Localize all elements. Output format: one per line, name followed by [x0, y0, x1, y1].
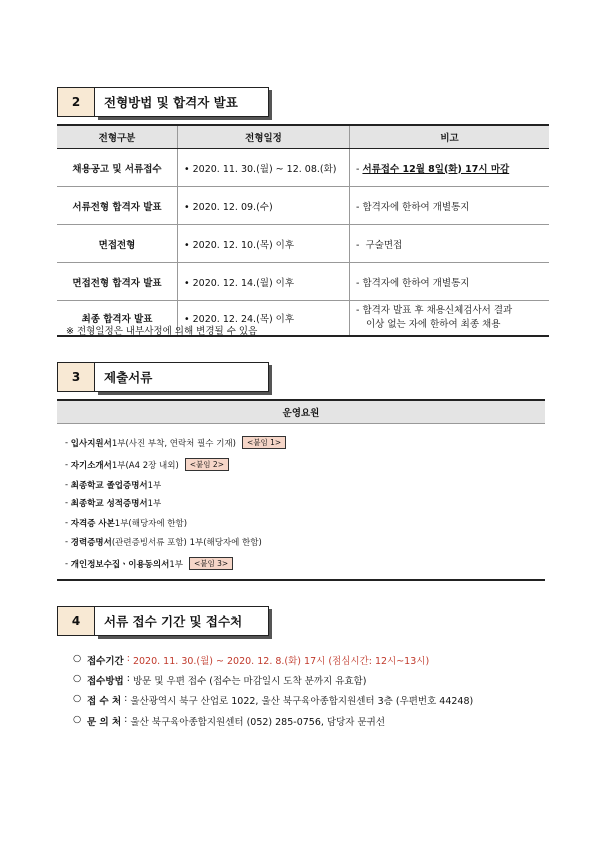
list-item: [65, 557, 233, 570]
document-name: 자기소개서: [70, 460, 112, 471]
attachment-tag: <붙임 1>: [242, 436, 286, 449]
item-value: 울산광역시 북구 산업로 1022, 울산 북구육아종합지원센터 3층 (우편번호 44248): [130, 696, 474, 707]
list-item: [73, 693, 473, 707]
document-name: 최종학교 성적증명서: [70, 499, 148, 509]
list-item: [65, 458, 229, 471]
list-item: [65, 517, 187, 529]
schedule-cell: • 2020. 12. 10.(목) 이후: [178, 225, 350, 263]
section-number: 3: [57, 362, 95, 392]
document-name: 입사지원서: [70, 438, 112, 449]
table-row: [57, 225, 549, 263]
stage-cell: 면접전형: [57, 225, 178, 263]
note-text: 합격자에 한하여 개별통지: [362, 277, 470, 289]
attachment-tag: <붙임 3>: [189, 557, 233, 570]
document-name: 개인정보수집ㆍ이용동의서: [70, 559, 170, 570]
list-item: [73, 673, 366, 687]
stage-cell: 채용공고 및 서류접수: [57, 149, 178, 187]
list-item: [73, 714, 385, 728]
section-2-header: [57, 87, 269, 117]
documents-box-header: 운영요원: [57, 401, 545, 424]
item-value: 2020. 11. 30.(월) ~ 2020. 12. 8.(화) 17시 (점심시간: 12시~13시): [132, 656, 430, 667]
list-item: [65, 536, 262, 548]
section-title: 전형방법 및 합격자 발표: [95, 87, 269, 117]
item-dash: -: [65, 437, 71, 448]
note-cell: [350, 225, 550, 263]
item-separator: :: [121, 714, 131, 725]
stage-cell: 면접전형 합격자 발표: [57, 263, 178, 301]
item-label: 접 수 처: [87, 696, 122, 707]
document-detail: 1부(해당자에 한함): [114, 519, 188, 529]
list-item: [65, 479, 161, 491]
table-header-row: [57, 125, 549, 149]
item-separator: :: [121, 693, 131, 704]
item-label: 접수기간: [87, 656, 124, 667]
circle-bullet-icon: ○: [73, 653, 82, 664]
section-title: 서류 접수 기간 및 접수처: [95, 606, 269, 636]
item-separator: :: [123, 673, 133, 684]
note-cell: [350, 149, 550, 187]
circle-bullet-icon: ○: [73, 693, 82, 704]
table-row: [57, 187, 549, 225]
note-prefix: -: [356, 163, 363, 175]
document-detail: 1부: [147, 499, 162, 509]
item-label: 접수방법: [87, 676, 124, 687]
table-row: [57, 263, 549, 301]
note-prefix: -: [356, 239, 366, 251]
item-label: 문 의 처: [87, 717, 122, 728]
attachment-tag: <붙임 2>: [185, 458, 229, 471]
item-separator: :: [123, 653, 133, 664]
item-dash: -: [65, 518, 71, 528]
item-dash: -: [65, 558, 71, 569]
document-detail: 1부: [147, 481, 162, 491]
table-row: [57, 149, 549, 187]
item-value: 울산 북구육아종합지원센터 (052) 285-0756, 담당자 문귀선: [130, 717, 385, 728]
circle-bullet-icon: ○: [73, 673, 82, 684]
note-prefix: -: [356, 305, 363, 316]
note-prefix: -: [356, 277, 363, 289]
document-detail: (관련증빙서류 포함) 1부(해당자에 한함): [111, 538, 262, 548]
circle-bullet-icon: ○: [73, 714, 82, 725]
note-cell: [350, 263, 550, 301]
document-detail: 1부(A4 2장 내외): [111, 460, 179, 471]
section-number: 2: [57, 87, 95, 117]
document-detail: 1부(사진 부착, 연락처 필수 기재): [111, 438, 236, 449]
schedule-cell: • 2020. 12. 09.(수): [178, 187, 350, 225]
column-header: 비고: [350, 125, 550, 149]
document-detail: 1부: [169, 559, 183, 570]
schedule-table: [57, 124, 549, 337]
item-value: 방문 및 우편 접수 (접수는 마감일시 도착 분까지 유효함): [132, 676, 367, 687]
deadline-note: 서류접수 12월 8일(화) 17시 마감: [362, 163, 510, 175]
note-text: 합격자 발표 후 채용신체검사서 결과: [362, 305, 513, 316]
note-cell: [350, 187, 550, 225]
section-number: 4: [57, 606, 95, 636]
column-header: 전형일정: [178, 125, 350, 149]
document-name: 자격증 사본: [70, 519, 115, 529]
schedule-footnote: ※ 전형일정은 내부사정에 의해 변경될 수 있음: [66, 326, 258, 337]
section-3-header: [57, 362, 269, 392]
required-documents-box: [57, 399, 545, 581]
stage-cell: 최종 합격자 발표: [57, 301, 178, 337]
note-text: 구술면접: [365, 239, 403, 251]
list-item: [65, 497, 161, 509]
item-dash: -: [65, 498, 71, 508]
schedule-cell: • 2020. 12. 24.(목) 이후: [178, 301, 350, 337]
item-dash: -: [65, 459, 71, 470]
document-name: 경력증명서: [70, 538, 112, 548]
note-cell: [350, 301, 550, 337]
note-text-line2: 이상 없는 자에 한하여 최종 채용: [366, 319, 501, 330]
schedule-cell: • 2020. 11. 30.(월) ~ 12. 08.(화): [178, 149, 350, 187]
section-4-header: [57, 606, 269, 636]
document-name: 최종학교 졸업증명서: [70, 481, 148, 491]
list-item: [65, 436, 286, 449]
stage-cell: 서류전형 합격자 발표: [57, 187, 178, 225]
list-item: [73, 653, 429, 667]
column-header: 전형구분: [57, 125, 178, 149]
item-dash: -: [65, 480, 71, 490]
section-title: 제출서류: [95, 362, 269, 392]
note-prefix: -: [356, 201, 363, 213]
schedule-cell: • 2020. 12. 14.(월) 이후: [178, 263, 350, 301]
note-text: 합격자에 한하여 개별통지: [362, 201, 470, 213]
item-dash: -: [65, 537, 71, 547]
